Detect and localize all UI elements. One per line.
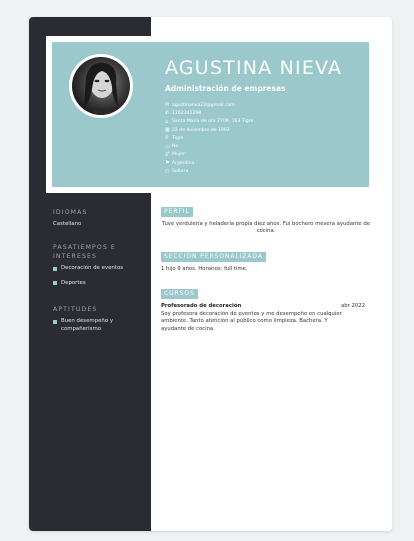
bullet-square-icon (53, 281, 57, 285)
profile-photo-image (72, 57, 130, 115)
contact-address: ⌂ Santa Maria de oro 2709, 163 Tigre (165, 118, 254, 125)
home-icon: ⌂ (165, 118, 169, 125)
hobby-item (53, 265, 133, 273)
languages-heading: IDIOMAS (53, 209, 88, 216)
hobby-label: Decoración de eventos (61, 265, 124, 271)
profile-photo (69, 54, 133, 118)
course-description: Soy profesora decoración de eventos y me desempeño en cualquier ambiente. Tanto atención al público como limpieza. Bachera. Y ayudante de cocina. (161, 311, 342, 332)
contact-list (165, 101, 253, 176)
skill-item (53, 318, 133, 333)
contact-email: ✉ agustinanva22@gmail.com (165, 102, 235, 109)
car-icon: ▭ (165, 143, 170, 150)
languages-section (53, 208, 87, 228)
flag-icon: ⚑ (165, 160, 170, 167)
course-date: abr 2022 (341, 303, 365, 309)
job-title: Administración de empresas (165, 84, 286, 93)
course-title: Profesorado de decoración (161, 303, 242, 309)
contact-birthdate: ▦ 22 de diciembre de 1992 (165, 127, 230, 134)
envelope-icon: ✉ (165, 102, 170, 109)
bullet-square-icon (53, 267, 57, 271)
calendar-icon: ▦ (165, 127, 170, 134)
skills-heading: APTITUDES (53, 306, 98, 313)
courses-heading: CURSOS (161, 289, 198, 299)
profile-text: Tuve verdulería y heladería propia diez años. Fui bochero mesera ayudante de cocina. (162, 221, 370, 235)
hobby-label: Deportes (61, 279, 86, 286)
candidate-name: AGUSTINA NIEVA (165, 57, 343, 79)
header-panel (52, 42, 369, 187)
hobbies-heading: PASATIEMPOS E INTERESES (53, 244, 116, 260)
contact-vehicle: ▭ No (165, 143, 179, 150)
hobby-item (53, 280, 133, 288)
custom-section-heading: SECCIÓN PERSONALIZADA (161, 252, 266, 262)
language-item: Castellano (53, 221, 82, 227)
hobbies-section (53, 243, 133, 287)
bullet-square-icon (53, 320, 57, 324)
contact-city: ⚲ Tigre (165, 135, 184, 142)
skill-label: Buen desempeño y compañerismo (61, 318, 114, 332)
profile-heading: PERFIL (161, 207, 193, 217)
gender-icon: ⚥ (165, 151, 170, 158)
contact-marital-status: ⚇ Soltera (165, 168, 189, 175)
custom-section-text: 1 hijo 9 años. Horarios: full time. (161, 266, 248, 272)
location-pin-icon: ⚲ (165, 135, 169, 142)
resume-page (29, 17, 392, 531)
contact-nationality: ⚑ Argentina (165, 160, 195, 167)
phone-icon: ✆ (165, 110, 170, 117)
header-frame (46, 36, 375, 193)
contact-phone: ✆ 1162341298 (165, 110, 202, 117)
skills-section (53, 305, 133, 333)
people-icon: ⚇ (165, 168, 170, 175)
contact-gender: ⚥ Mujer (165, 151, 185, 158)
